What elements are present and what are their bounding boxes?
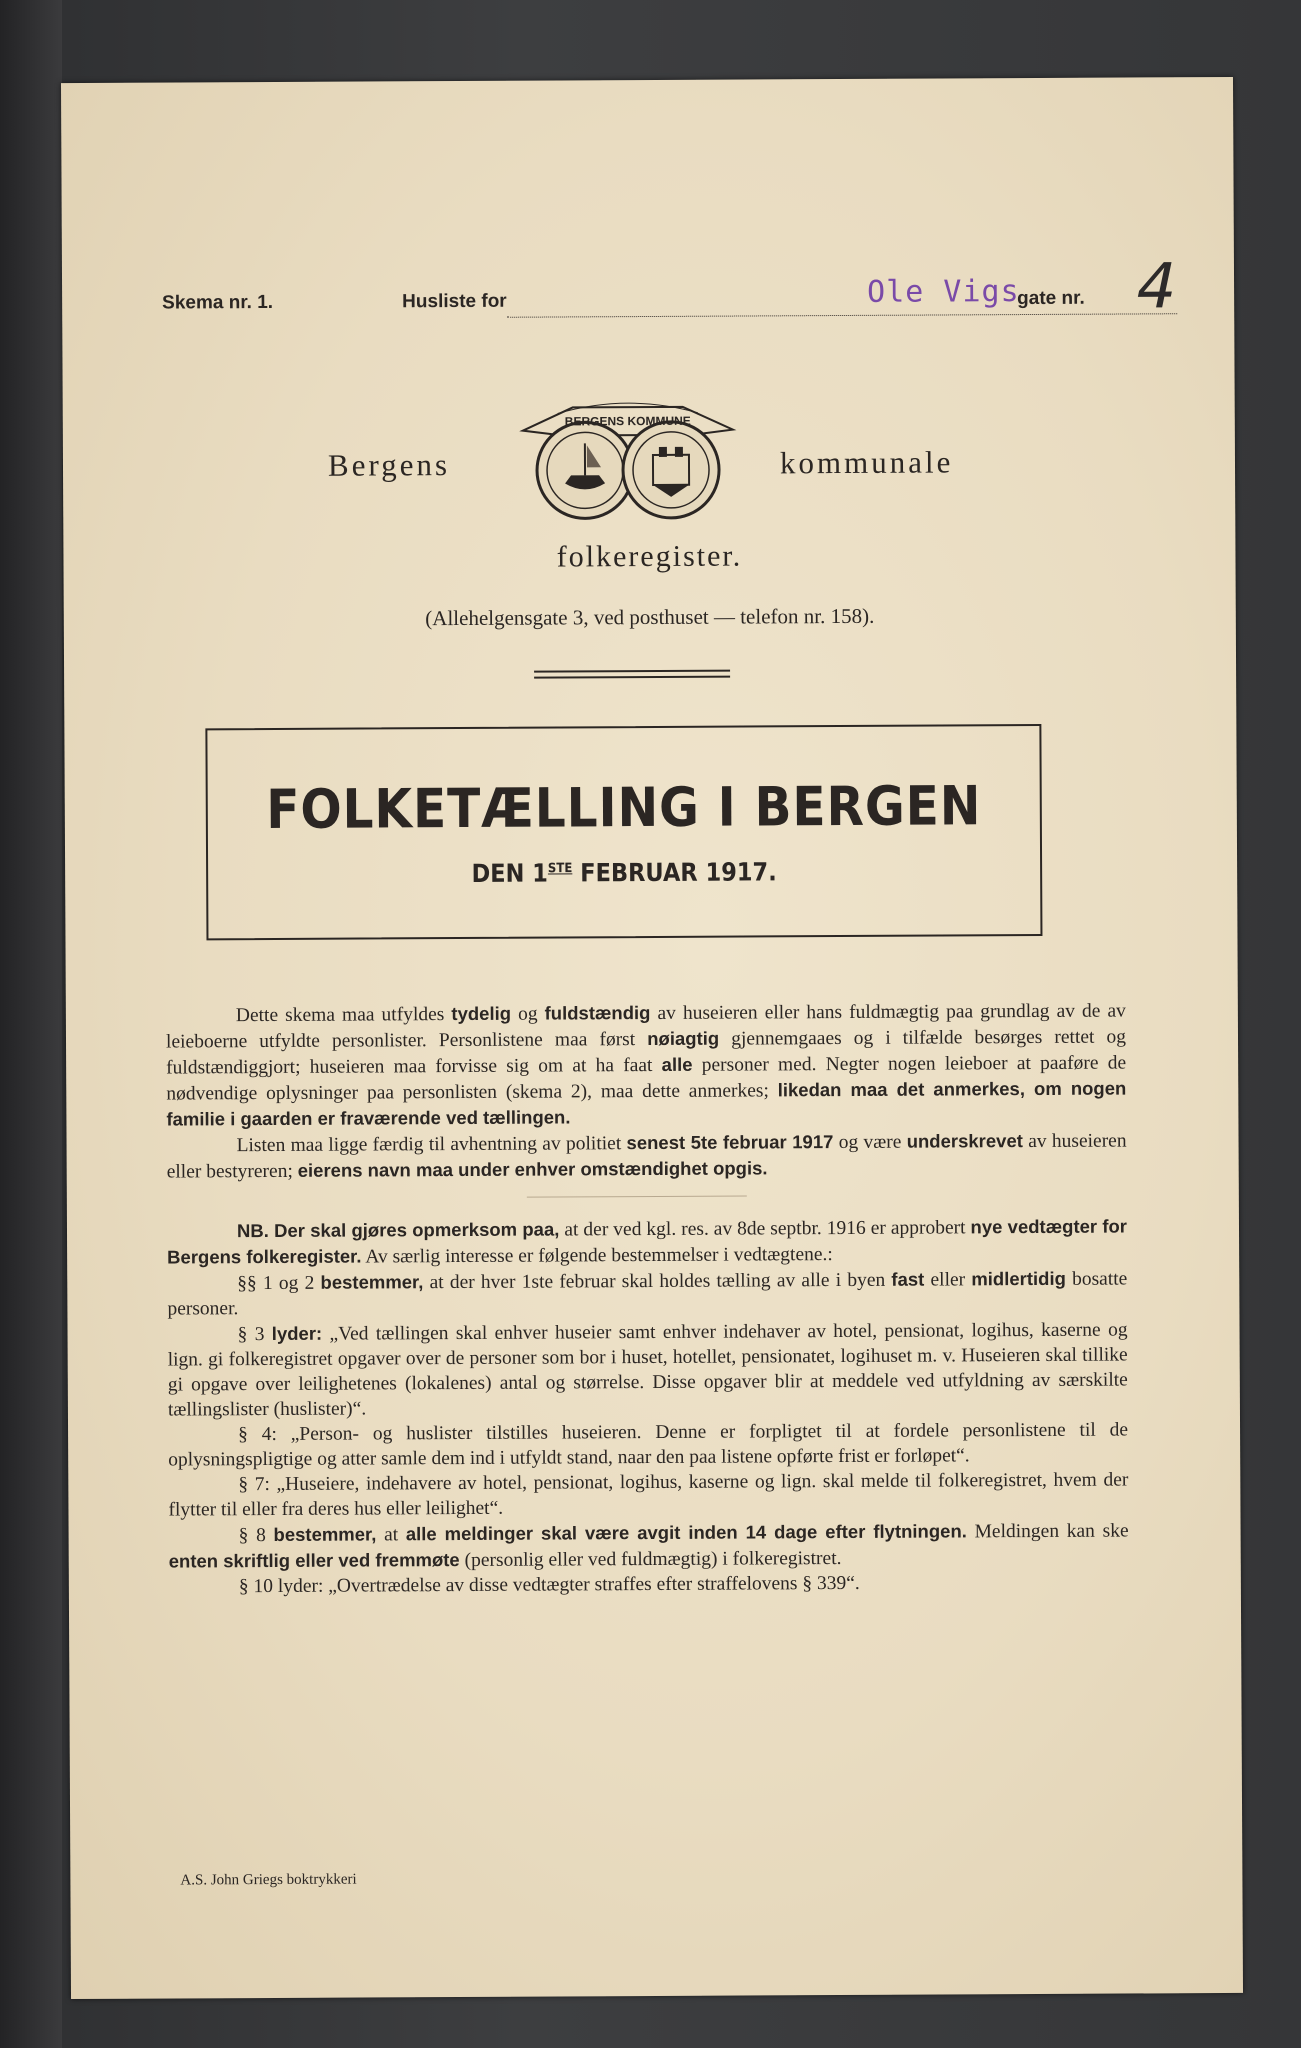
document-page [61,77,1243,1999]
instruction-paragraph-1: Dette skema maa utfyldes tydelig og fuldstændig av huseieren eller hans fuldmægtig paa grundlag av de av leieboerne utfyldte personlister. Personlistene maa først nøiagtig gjennemgaaes og i tilfælde besørges rettet og fuldstændiggjort; huseieren maa forvisse sig om at ha faat alle personer med. Negter nogen leieboer at paaføre de nødvendige oplysninger paa personlisten (skema 2), maa dette anmerkes; likedan maa det anmerkes, om nogen familie i gaarden er fraværende ved tællingen. [165,1000,1127,1130]
title-bergens: Bergens [327,447,451,483]
binding-spine [0,0,62,2048]
title-kommunale: kommunale [779,444,954,481]
husliste-label: Husliste for [402,290,507,313]
date-superscript: STE [547,861,573,877]
regulation-10: § 10 lyder: „Overtrædelse av disse vedtægter straffes efter straffelovens § 339“. [238,1572,860,1598]
double-rule-top [534,670,730,673]
form-header [162,249,1185,323]
section-divider [527,1196,747,1198]
census-title-box [205,724,1042,940]
seal-lettering: BERGENS KOMMUNE [564,413,691,429]
office-address: (Allehelgensgate 3, ved posthuset — telefon nr. 158). [425,603,875,631]
gate-nr-label: gate nr. [1017,287,1085,310]
census-title: FOLKETÆLLING I BERGEN [266,774,982,842]
double-rule-bottom [534,676,730,679]
skema-number: Skema nr. 1. [162,291,274,314]
city-seal-emblem [503,384,754,525]
house-number-handwritten: 4 [1129,249,1185,323]
regulation-3: § 3 lyder: „Ved tællingen skal enhver huseier samt enhver indehaver av hotel, pensionat, logihus, kaserne og lign. gi folkeregistret opgaver over de personer som bor i huset, hotellet, pensionatet, logihuset m. v. Huseieren skal tillike gi opgave over leilighetenes (lokalenes) antal og størrelse. Disse opgaver blir at meddele ved utfyldning av særskilte tællingslister (huslister)“. [167,1319,1128,1421]
instructions-block [166,998,1127,1185]
fill-line [507,313,1177,318]
census-date [250,856,999,889]
instruction-paragraph-2: Listen maa ligge færdig til avhentning av politiet senest 5te februar 1917 og være underskrevet av huseieren eller bestyreren; eierens navn maa under enhver omstændighet opgis. [166,1130,1127,1183]
regulation-1-2: §§ 1 og 2 bestemmer, at der hver 1ste februar skal holdes tælling av alle i byen fast eller midlertidig bosatte personer. [167,1267,1128,1320]
regulation-7: § 7: „Huseiere, indehavere av hotel, pensionat, logihus, kaserne og lign. skal melde til folkeregistret, hvem der flytter til eller fra deres hus eller leilighet“. [168,1469,1129,1521]
street-name-handwritten: Ole Vigs [867,274,1020,310]
regulations-block [167,1214,1129,1600]
regulation-8: § 8 bestemmer, at alle meldinger skal være avgit inden 14 dage efter flytningen. Meldingen kan ske enten skriftlig eller ved fremmøte (personlig eller ved fuldmægtig) i folkeregistret. [168,1520,1129,1572]
nb-paragraph: NB. Der skal gjøres opmerksom paa, at der ved kgl. res. av 8de septbr. 1916 er approbert nye vedtægter for Bergens folkeregister. Av særlig interesse er følgende bestemmelser i vedtægtene.: [167,1215,1128,1268]
date-suffix: FEBRUAR 1917. [572,857,777,888]
printer-imprint: A.S. John Griegs boktrykkeri [180,1871,357,1889]
regulation-4: § 4: „Person- og huslister tilstilles huseieren. Denne er forpligtet til at fordele personlistene til de oplysningspligtige og atter samle dem ind i utfyldt stand, naar den paa listene opførte frist er forløpet“. [168,1419,1129,1471]
date-prefix: DEN 1 [471,858,549,888]
subtitle-folkeregister: folkeregister. [556,539,743,574]
